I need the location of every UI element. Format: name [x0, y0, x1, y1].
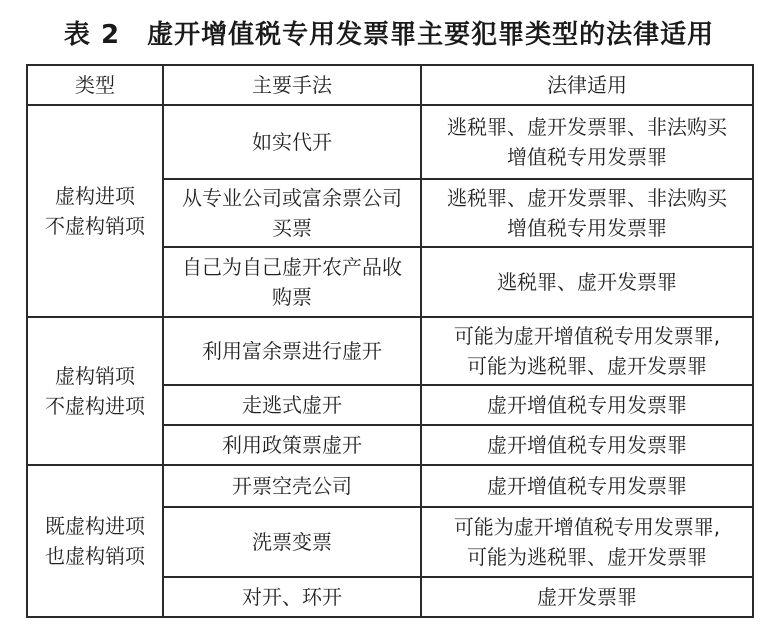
- header-row: [27, 65, 753, 105]
- law-cell: 虚开发票罪: [421, 577, 753, 617]
- type-cell: 虚构销项 不虚构进项: [27, 317, 163, 465]
- law-cell: 逃税罪、虚开发票罪、非法购买 增值税专用发票罪: [421, 105, 753, 179]
- method-cell: 对开、环开: [163, 577, 421, 617]
- method-cell: 利用富余票进行虚开: [163, 317, 421, 385]
- law-cell: 可能为虚开增值税专用发票罪, 可能为逃税罪、虚开发票罪: [421, 317, 753, 385]
- law-cell: 逃税罪、虚开发票罪、非法购买 增值税专用发票罪: [421, 179, 753, 247]
- method-cell: 走逃式虚开: [163, 385, 421, 425]
- law-cell: 可能为虚开增值税专用发票罪, 可能为逃税罪、虚开发票罪: [421, 507, 753, 577]
- method-cell: 如实代开: [163, 105, 421, 179]
- law-cell: 逃税罪、虚开发票罪: [421, 247, 753, 317]
- table-row: [27, 465, 753, 507]
- law-cell: 虚开增值税专用发票罪: [421, 465, 753, 507]
- method-cell: 开票空壳公司: [163, 465, 421, 507]
- header-type: 类型: [27, 65, 163, 105]
- law-cell: 虚开增值税专用发票罪: [421, 425, 753, 465]
- table-row: [27, 317, 753, 385]
- legal-application-table: [26, 64, 754, 618]
- header-method: 主要手法: [163, 65, 421, 105]
- header-law: 法律适用: [421, 65, 753, 105]
- method-cell: 自己为自己虚开农产品收 购票: [163, 247, 421, 317]
- type-cell: 虚构进项 不虚构销项: [27, 105, 163, 317]
- method-cell: 利用政策票虚开: [163, 425, 421, 465]
- method-cell: 洗票变票: [163, 507, 421, 577]
- table-title: 表 2 虚开增值税专用发票罪主要犯罪类型的法律适用: [63, 20, 715, 50]
- table-row: [27, 105, 753, 179]
- type-cell: 既虚构进项 也虚构销项: [27, 465, 163, 617]
- method-cell: 从专业公司或富余票公司 买票: [163, 179, 421, 247]
- law-cell: 虚开增值税专用发票罪: [421, 385, 753, 425]
